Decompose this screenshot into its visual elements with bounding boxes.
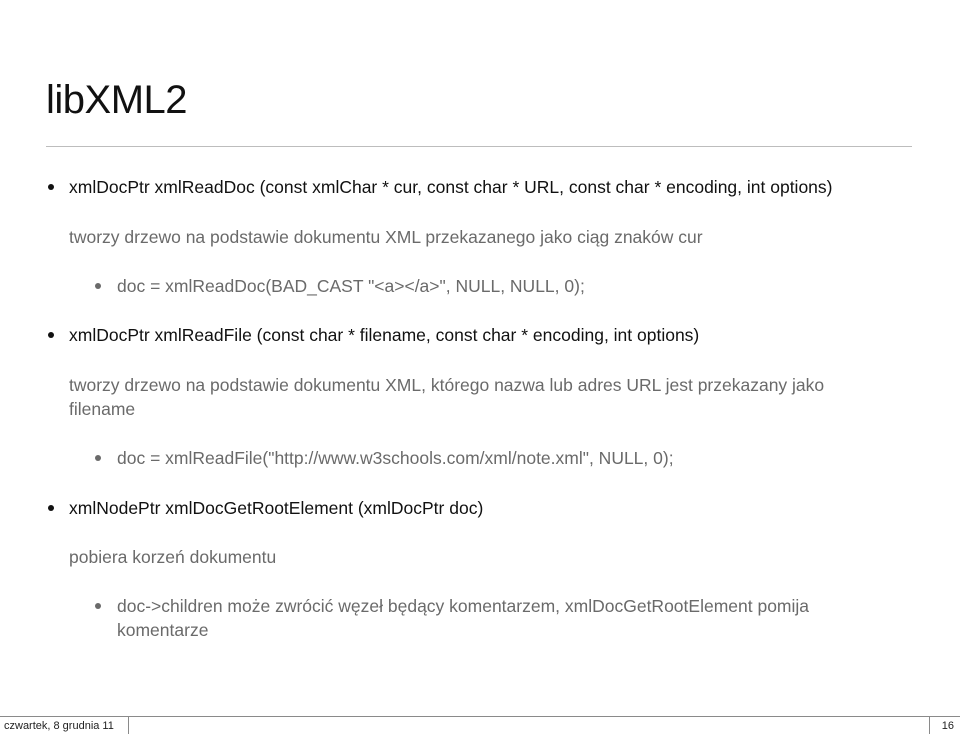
note-root-element: doc->children może zwrócić węzeł będący komentarzem, xmlDocGetRootElement pomija bbox=[117, 596, 810, 616]
slide-title: libXML2 bbox=[46, 78, 188, 122]
description-root-element: pobiera korzeń dokumentu bbox=[69, 547, 277, 567]
description-read-file-continuation: filename bbox=[69, 399, 136, 419]
bullet-icon bbox=[95, 283, 101, 289]
description-read-file: tworzy drzewo na podstawie dokumentu XML, którego nazwa lub adres URL jest przekazany jako bbox=[69, 375, 825, 395]
footer-separator bbox=[929, 717, 930, 734]
bullet-icon bbox=[95, 455, 101, 461]
note-root-element-continuation: komentarze bbox=[117, 620, 209, 640]
bullet-icon bbox=[48, 184, 54, 190]
code-example-read-doc: doc = xmlReadDoc(BAD_CAST "<a></a>", NULL, NULL, 0); bbox=[117, 276, 585, 296]
title-divider bbox=[46, 146, 912, 147]
footer-bar bbox=[0, 716, 960, 734]
footer-date: czwartek, 8 grudnia 11 bbox=[4, 720, 114, 732]
bullet-icon bbox=[95, 603, 101, 609]
bullet-item-read-file: xmlDocPtr xmlReadFile (const char * filename, const char * encoding, int options) bbox=[69, 325, 700, 345]
bullet-icon bbox=[48, 505, 54, 511]
bullet-item-root-element: xmlNodePtr xmlDocGetRootElement (xmlDocPtr doc) bbox=[69, 498, 484, 518]
code-example-read-file: doc = xmlReadFile("http://www.w3schools.com/xml/note.xml", NULL, 0); bbox=[117, 448, 674, 468]
footer-page-number: 16 bbox=[941, 720, 954, 732]
bullet-item-read-doc: xmlDocPtr xmlReadDoc (const xmlChar * cur, const char * URL, const char * encoding, int options) bbox=[69, 177, 833, 197]
footer-separator bbox=[128, 717, 129, 734]
bullet-icon bbox=[48, 332, 54, 338]
description-read-doc: tworzy drzewo na podstawie dokumentu XML przekazanego jako ciąg znaków cur bbox=[69, 227, 703, 247]
